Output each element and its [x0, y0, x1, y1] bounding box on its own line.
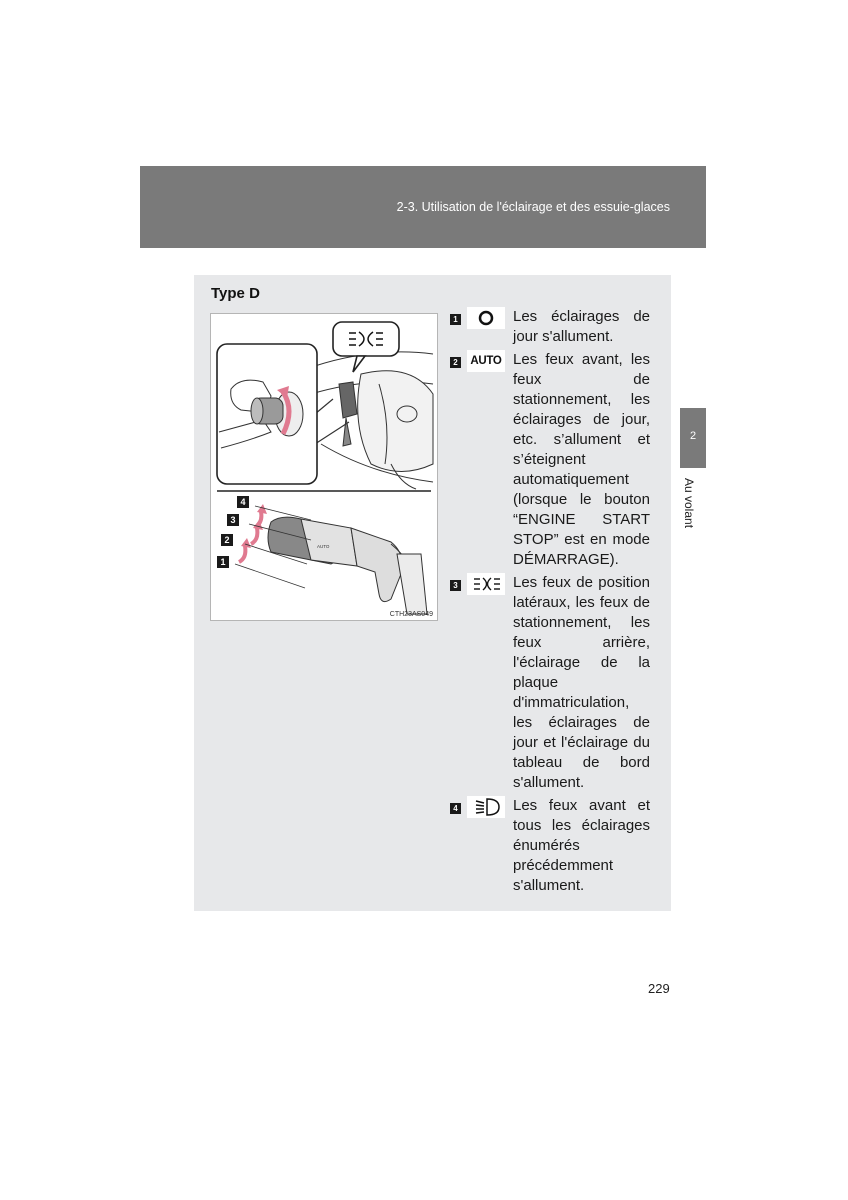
light-settings-list	[450, 307, 650, 899]
item-number: 2	[450, 357, 461, 368]
item-number: 4	[450, 803, 461, 814]
page-number: 229	[648, 981, 670, 996]
callout-4-label: 4	[240, 497, 246, 507]
list-item	[450, 350, 650, 570]
item-text: Les feux de position latéraux, les feux de stationnement, les feux arrière, l'éclairage de la plaque d'immatriculation, les éclairages de jour et l'éclairage du tableau de bord s'allument.	[513, 574, 650, 791]
lever-arrows	[239, 512, 261, 562]
callout-2	[221, 534, 233, 546]
lever-auto-label: AUTO	[317, 544, 330, 549]
callout-3	[227, 514, 239, 526]
bubble-tail	[353, 356, 365, 372]
section-header	[140, 166, 706, 248]
panel-title: Type D	[211, 285, 260, 302]
arrow-head-icon	[241, 538, 251, 548]
auto-symbol	[467, 350, 505, 372]
symbol-bubble	[333, 322, 399, 356]
callout-4	[237, 496, 249, 508]
list-item	[450, 796, 650, 896]
illustration	[210, 313, 438, 621]
dashboard-scene	[306, 352, 433, 489]
headlight-icon	[467, 796, 505, 818]
content-panel	[194, 275, 671, 911]
chapter-number: 2	[689, 430, 697, 442]
callout-2-label: 2	[224, 535, 230, 545]
callout-1-label: 1	[220, 557, 226, 567]
item-text: Les éclairages de jour s'allument.	[513, 308, 650, 345]
item-text: Les feux avant et tous les éclairages énumérés précédemment s'allument.	[513, 797, 650, 894]
chapter-label: Au volant	[682, 478, 696, 529]
item-number: 3	[450, 580, 461, 591]
combination-switch-lever	[268, 517, 427, 614]
section-title: 2-3. Utilisation de l'éclairage et des essuie-glaces	[396, 200, 670, 214]
list-item	[450, 307, 650, 347]
headlight-switch-illustration	[211, 314, 437, 620]
callout-3-label: 3	[230, 515, 236, 525]
circle-off-icon	[467, 307, 505, 329]
item-text: Les feux avant, les feux de stationnement, les éclairages de jour, etc. s’allument et s’éteignent automatiquement (lorsque le bouton “ENGINE START STOP” est en mode DÉMARRAGE).	[513, 351, 650, 568]
auto-symbol-text: AUTO	[470, 355, 502, 367]
item-number: 1	[450, 314, 461, 325]
image-code: CTH23AS049	[389, 611, 433, 618]
list-item	[450, 573, 650, 793]
callout-1	[217, 556, 229, 568]
side-lights-icon	[467, 573, 505, 595]
chapter-tab	[680, 408, 706, 468]
